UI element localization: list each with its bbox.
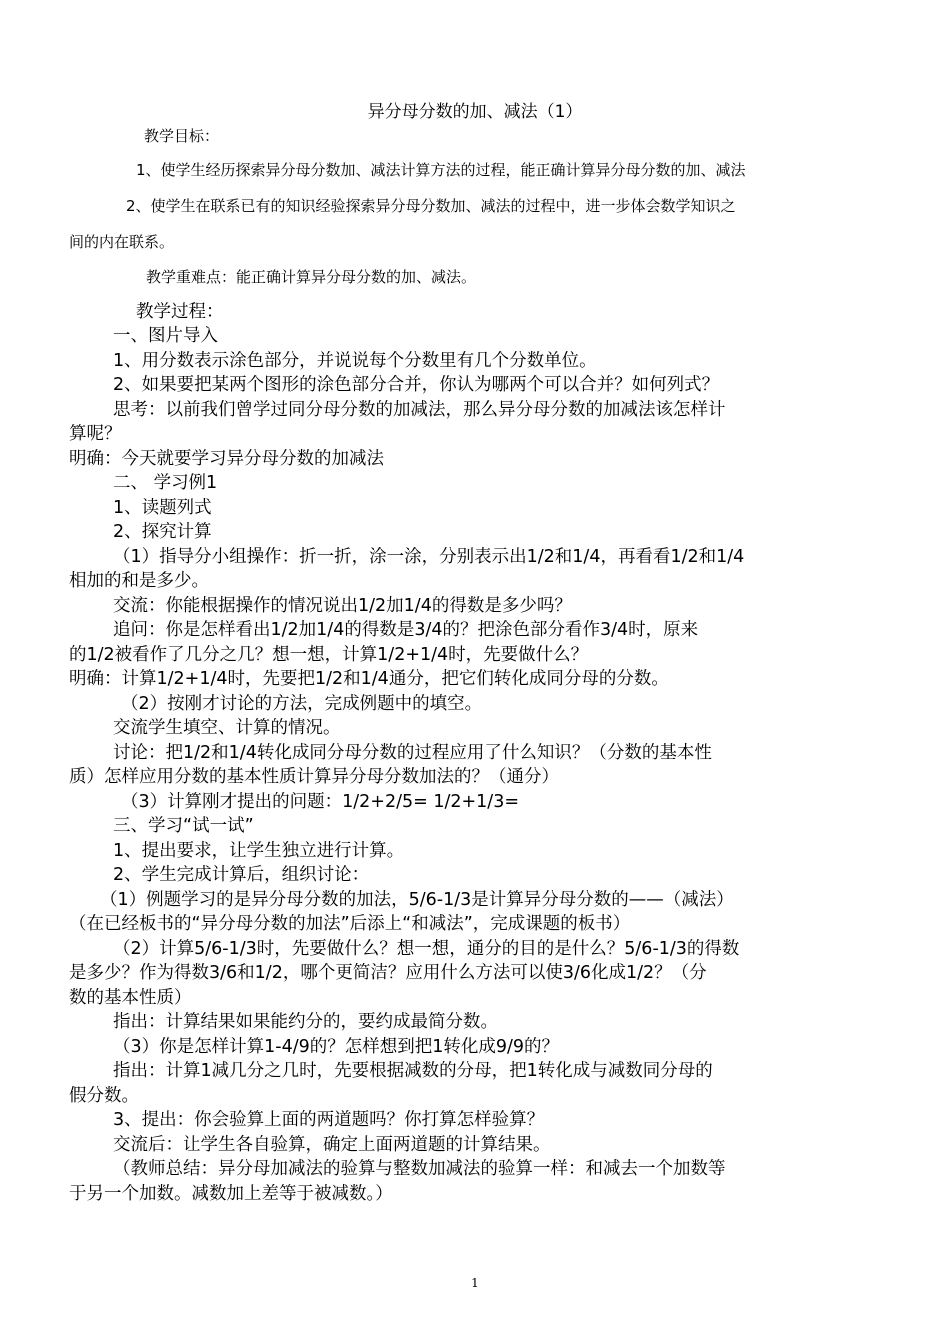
text-line: 2、探究计算 [113,522,212,542]
section-heading: 三、学习“试一试” [113,816,254,836]
text-line: （在已经板书的“异分母分数的加法”后添上“和减法”，完成课题的板书） [69,914,631,934]
text-line: 追问：你是怎样看出1/2加1/4的得数是3/4的？把涂色部分看作3/4时，原来 [113,620,699,640]
text-line: 3、提出：你会验算上面的两道题吗？你打算怎样验算？ [113,1110,545,1130]
text-line: 2、如果要把某两个图形的涂色部分合并，你认为哪两个可以合并？如何列式？ [113,375,720,395]
text-line: （2）按刚才讨论的方法，完成例题中的填空。 [121,694,483,714]
text-line: 教学目标： [144,127,220,145]
text-line: 交流后：让学生各自验算，确定上面两道题的计算结果。 [113,1135,551,1155]
text-line: 2、学生完成计算后，组织讨论： [113,865,370,885]
page-title: 异分母分数的加、减法（1） [367,102,583,122]
text-line: （1）指导分小组操作：折一折，涂一涂，分别表示出1/2和1/4，再看看1/2和1/4 [113,547,745,567]
text-line: （2）计算5/6-1/3时，先要做什么？想一想，通分的目的是什么？5/6-1/3的得数 [113,939,740,959]
text-line: 1、提出要求，让学生独立进行计算。 [113,841,405,861]
text-line: 思考：以前我们曾学过同分母分数的加减法，那么异分母分数的加减法该怎样计 [113,400,726,420]
text-line: （3）计算刚才提出的问题：1/2+2/5= 1/2+1/3= [121,792,520,812]
text-line: 交流学生填空、计算的情况。 [113,718,341,738]
section-heading: 一、图片导入 [113,326,218,346]
text-line: 是多少？作为得数3/6和1/2，哪个更简洁？应用什么方法可以使3/6化成1/2？（分 [69,963,707,983]
text-line: 明确：计算1/2+1/4时，先要把1/2和1/4通分，把它们转化成同分母的分数。 [69,669,669,689]
text-line: 数的基本性质） [69,988,192,1008]
text-line: 假分数。 [69,1086,139,1106]
text-line: 讨论：把1/2和1/4转化成同分母分数的过程应用了什么知识？（分数的基本性 [113,743,712,763]
text-line: 的1/2被看作了几分之几？想一想，计算1/2+1/4时，先要做什么？ [69,645,589,665]
text-line: 明确：今天就要学习异分母分数的加减法 [69,449,384,469]
text-line: （3）你是怎样计算1-4/9的？怎样想到把1转化成9/9的？ [113,1037,560,1057]
text-line: 教学过程： [136,302,224,322]
text-line: 相加的和是多少。 [69,571,209,591]
text-line: 于另一个加数。减数加上差等于被减数。） [69,1184,393,1204]
text-line: 指出：计算1减几分之几时，先要根据减数的分母，把1转化成与减数同分母的 [113,1061,713,1081]
text-line: 2、使学生在联系已有的知识经验探索异分母分数加、减法的过程中，进一步体会数学知识之 [126,197,736,215]
text-line: 1、用分数表示涂色部分，并说说每个分数里有几个分数单位。 [113,351,597,371]
text-line: 质）怎样应用分数的基本性质计算异分母分数加法的？（通分） [69,767,559,787]
text-line: 1、使学生经历探索异分母分数加、减法计算方法的过程，能正确计算异分母分数的加、减法 [136,161,746,179]
text-line: （1）例题学习的是异分母分数的加法，5/6-1/3是计算异分母分数的——（减法） [100,890,734,910]
text-line: 指出：计算结果如果能约分的，要约成最简分数。 [113,1012,498,1032]
text-line: 教学重难点：能正确计算异分母分数的加、减法。 [146,268,477,286]
text-line: （教师总结：异分母加减法的验算与整数加减法的验算一样：和减去一个加数等 [113,1159,726,1179]
text-line: 交流：你能根据操作的情况说出1/2加1/4的得数是多少吗？ [113,596,572,616]
page-number: 1 [471,1276,479,1290]
text-line: 1、读题列式 [113,498,212,518]
text-line: 间的内在联系。 [69,233,175,251]
text-line: 算呢？ [69,424,122,444]
section-heading: 二、 学习例1 [113,473,218,493]
